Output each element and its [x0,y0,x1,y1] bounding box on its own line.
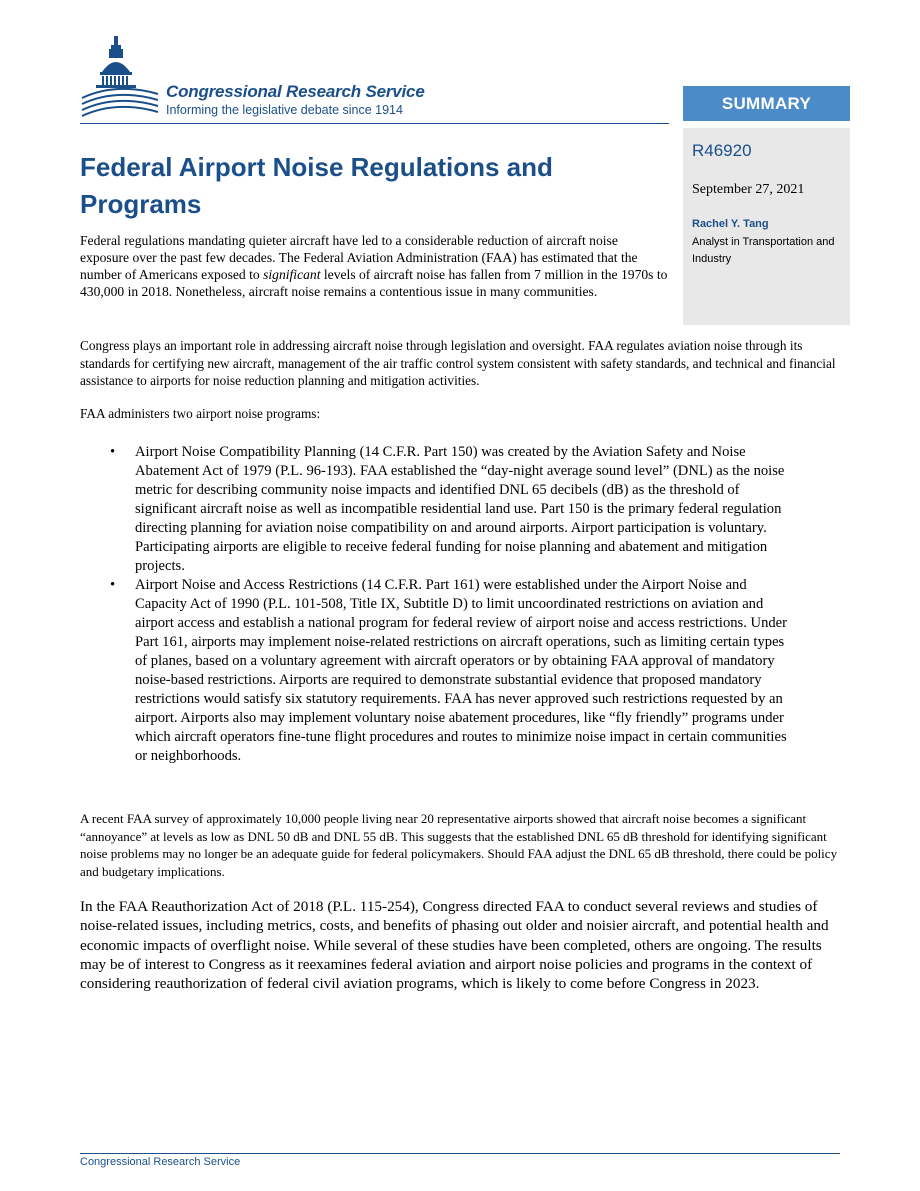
author-title: Analyst in Transportation and Industry [692,236,835,265]
intro-paragraph [80,232,668,300]
footer-divider [80,1153,840,1154]
header-divider [80,123,669,124]
paragraph-programs-intro: FAA administers two airport noise programs: [80,406,321,421]
list-item [80,443,800,576]
bullet-marker: • [110,444,116,460]
report-number: R46920 [692,141,752,160]
intro-text-before: Federal regulations mandating quieter aircraft have led to a considerable reduction of aircraft noise exposure over the past few decades. The Federal Aviation Administration (FAA) has estimated that the number of Americans exposed to [80,233,638,282]
list-item [80,576,800,766]
capitol-dome-icon [80,34,160,124]
program-list [80,443,800,766]
paragraph-congress-role: Congress plays an important role in addressing aircraft noise through legislation and oversight. FAA regulates aviation noise through its standards for certifying new aircraft, management of the air traffic control system consistent with safety standards, and technical and financial assistance to airports for noise reduction planning and mitigation activities. [80,338,836,388]
report-date: September 27, 2021 [692,182,805,197]
bullet-marker: • [110,577,116,593]
intro-emphasis: significant [263,267,321,282]
footer-text: Congressional Research Service [80,1156,241,1168]
intro-text-after: levels of aircraft noise has fallen from 7 million in the 1970s to 430,000 in 2018. Nonetheless, aircraft noise remains a contentious issue in many communities. [80,267,668,299]
author-name: Rachel Y. Tang [692,218,769,230]
list-item-text: Airport Noise and Access Restrictions (14 C.F.R. Part 161) were established under the Airport Noise and Capacity Act of 1990 (P.L. 101-508, Title IX, Subtitle D) to limit uncoordinated restrictions on aviation and airport access and establish a national program for federal review of airport noise and access restrictions. Under Part 161, airports may implement noise-related restrictions on aircraft operations, such as limiting certain types of planes, based on a voluntary agreement with aircraft operators or by obtaining FAA approval of mandatory noise-based restrictions. Airports are required to demonstrate substantial evidence that proposed mandatory restrictions would satisfy six statutory requirements. FAA has never approved such restrictions requested by an airport. Airports also may implement voluntary noise abatement procedures, like “fly friendly” programs under which aircraft operators fine-tune flight procedures and routes to minimize noise impact in certain communities or neighborhoods. [135,577,788,764]
org-tagline: Informing the legislative debate since 1914 [166,103,403,117]
paragraph-reauthorization: In the FAA Reauthorization Act of 2018 (P.L. 115-254), Congress directed FAA to conduct several reviews and studies of noise-related issues, including metrics, costs, and benefits of phasing out older and noisier aircraft, and potential health and economic impacts of overflight noise. While several of these studies have been completed, others are ongoing. The results may be of interest to Congress as it reexamines federal aviation and airport noise policies and programs in the context of considering reauthorization of federal civil aviation programs, which is likely to come before Congress in 2023. [80,898,829,993]
paragraph-faa-survey: A recent FAA survey of approximately 10,000 people living near 20 representative airports showed that aircraft noise becomes a significant “annoyance” at levels as low as DNL 50 dB and DNL 55 dB. This suggests that the established DNL 65 dB threshold for identifying significant noise problems may no longer be an adequate guide for federal policymakers. Should FAA adjust the DNL 65 dB threshold, there could be policy and budgetary implications. [80,811,838,879]
document-title: Federal Airport Noise Regulations and Programs [80,152,553,219]
list-item-text: Airport Noise Compatibility Planning (14 C.F.R. Part 150) was created by the Aviation Safety and Noise Abatement Act of 1979 (P.L. 96-193). FAA established the “day-night average sound level” (DNL) as the noise metric for describing community noise impacts and identified DNL 65 decibels (dB) as the threshold of significant aircraft noise as well as incompatible residential land use. Part 150 is the primary federal regulation directing planning for aviation noise compatibility on and around airports. Airport participation is voluntary. Participating airports are eligible to receive federal funding for noise planning and abatement and mitigation projects. [135,444,785,574]
summary-label: SUMMARY [683,86,850,121]
org-name: Congressional Research Service [166,82,425,101]
